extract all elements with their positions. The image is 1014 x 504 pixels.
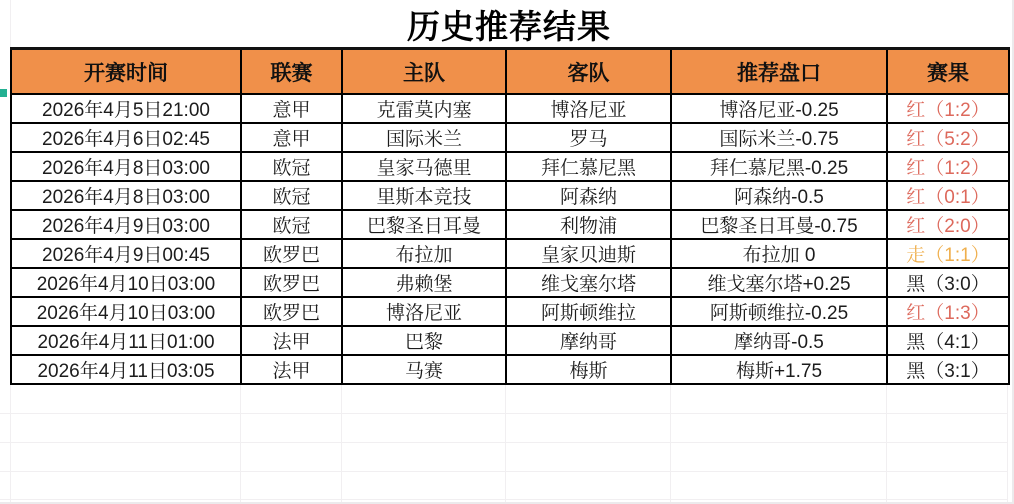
cell-away[interactable]: 罗马	[506, 123, 671, 152]
cell-home[interactable]: 巴黎圣日耳曼	[342, 210, 506, 239]
column-header-time[interactable]: 开赛时间	[11, 49, 241, 95]
table-row	[11, 268, 1009, 297]
cell-away[interactable]: 摩纳哥	[506, 326, 671, 355]
cell-time[interactable]: 2026年4月11日01:00	[11, 326, 241, 355]
cell-home[interactable]: 里斯本竞技	[342, 181, 506, 210]
cell-result[interactable]: 黑（4:1）	[887, 326, 1009, 355]
page-title: 历史推荐结果	[407, 8, 611, 45]
cell-away[interactable]: 拜仁慕尼黑	[506, 152, 671, 181]
cell-handicap[interactable]: 拜仁慕尼黑-0.25	[671, 152, 887, 181]
cell-time[interactable]: 2026年4月11日03:05	[11, 355, 241, 384]
table-row	[11, 152, 1009, 181]
table-row	[11, 355, 1009, 384]
cell-away[interactable]: 利物浦	[506, 210, 671, 239]
cell-time[interactable]: 2026年4月10日03:00	[11, 268, 241, 297]
cell-result[interactable]: 走（1:1）	[887, 239, 1009, 268]
column-header-handicap[interactable]: 推荐盘口	[671, 49, 887, 95]
cell-handicap[interactable]: 维戈塞尔塔+0.25	[671, 268, 887, 297]
cell-result[interactable]: 红（1:2）	[887, 94, 1009, 123]
cell-result[interactable]: 红（0:1）	[887, 181, 1009, 210]
table-row	[11, 239, 1009, 268]
column-header-league[interactable]: 联赛	[241, 49, 342, 95]
cell-league[interactable]: 意甲	[241, 94, 342, 123]
cell-league[interactable]: 法甲	[241, 326, 342, 355]
cell-home[interactable]: 博洛尼亚	[342, 297, 506, 326]
cell-away[interactable]: 阿森纳	[506, 181, 671, 210]
results-table	[10, 47, 1010, 385]
cell-league[interactable]: 欧冠	[241, 181, 342, 210]
cell-handicap[interactable]: 国际米兰-0.75	[671, 123, 887, 152]
cell-time[interactable]: 2026年4月6日02:45	[11, 123, 241, 152]
cell-home[interactable]: 巴黎	[342, 326, 506, 355]
cell-result[interactable]: 红（1:3）	[887, 297, 1009, 326]
cell-away[interactable]: 皇家贝迪斯	[506, 239, 671, 268]
cell-time[interactable]: 2026年4月10日03:00	[11, 297, 241, 326]
cell-result[interactable]: 黑（3:1）	[887, 355, 1009, 384]
cell-handicap[interactable]: 布拉加 0	[671, 239, 887, 268]
cell-time[interactable]: 2026年4月8日03:00	[11, 152, 241, 181]
table-row	[11, 326, 1009, 355]
cell-time[interactable]: 2026年4月8日03:00	[11, 181, 241, 210]
cell-league[interactable]: 意甲	[241, 123, 342, 152]
table-header-row	[11, 49, 1009, 95]
selection-mark	[0, 89, 7, 97]
cell-handicap[interactable]: 梅斯+1.75	[671, 355, 887, 384]
table-row	[11, 210, 1009, 239]
cell-home[interactable]: 克雷莫内塞	[342, 94, 506, 123]
cell-away[interactable]: 维戈塞尔塔	[506, 268, 671, 297]
cell-league[interactable]: 欧罗巴	[241, 297, 342, 326]
table-row	[11, 181, 1009, 210]
cell-home[interactable]: 弗赖堡	[342, 268, 506, 297]
column-header-home[interactable]: 主队	[342, 49, 506, 95]
cell-league[interactable]: 欧罗巴	[241, 239, 342, 268]
cell-result[interactable]: 红（2:0）	[887, 210, 1009, 239]
column-header-away[interactable]: 客队	[506, 49, 671, 95]
cell-time[interactable]: 2026年4月9日00:45	[11, 239, 241, 268]
cell-handicap[interactable]: 摩纳哥-0.5	[671, 326, 887, 355]
table-row	[11, 297, 1009, 326]
cell-result[interactable]: 红（5:2）	[887, 123, 1009, 152]
table-row	[11, 123, 1009, 152]
cell-handicap[interactable]: 博洛尼亚-0.25	[671, 94, 887, 123]
cell-handicap[interactable]: 阿森纳-0.5	[671, 181, 887, 210]
cell-home[interactable]: 国际米兰	[342, 123, 506, 152]
table-row	[11, 94, 1009, 123]
cell-league[interactable]: 欧冠	[241, 210, 342, 239]
cell-time[interactable]: 2026年4月5日21:00	[11, 94, 241, 123]
cell-league[interactable]: 欧冠	[241, 152, 342, 181]
cell-handicap[interactable]: 巴黎圣日耳曼-0.75	[671, 210, 887, 239]
cell-time[interactable]: 2026年4月9日03:00	[11, 210, 241, 239]
cell-result[interactable]: 红（1:2）	[887, 152, 1009, 181]
cell-home[interactable]: 马赛	[342, 355, 506, 384]
cell-home[interactable]: 皇家马德里	[342, 152, 506, 181]
cell-away[interactable]: 阿斯顿维拉	[506, 297, 671, 326]
cell-away[interactable]: 博洛尼亚	[506, 94, 671, 123]
cell-handicap[interactable]: 阿斯顿维拉-0.25	[671, 297, 887, 326]
cell-league[interactable]: 欧罗巴	[241, 268, 342, 297]
cell-league[interactable]: 法甲	[241, 355, 342, 384]
column-header-result[interactable]: 赛果	[887, 49, 1009, 95]
cell-result[interactable]: 黑（3:0）	[887, 268, 1009, 297]
cell-home[interactable]: 布拉加	[342, 239, 506, 268]
cell-away[interactable]: 梅斯	[506, 355, 671, 384]
